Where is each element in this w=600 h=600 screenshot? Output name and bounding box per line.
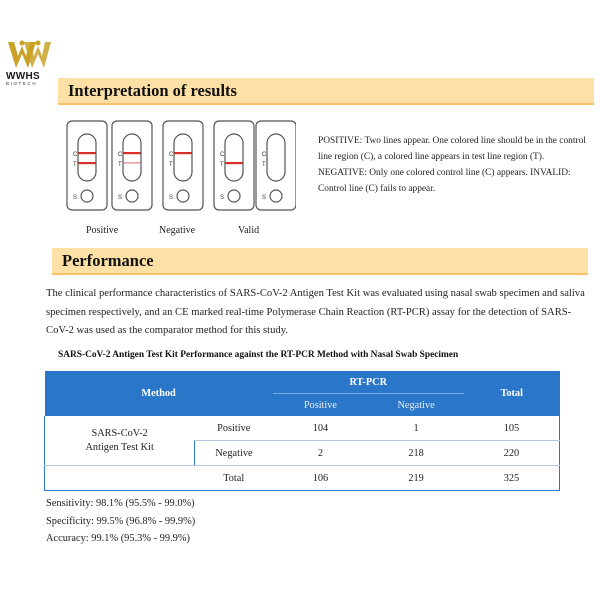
- cell-positive: 104: [273, 416, 369, 441]
- label-positive: Positive: [86, 225, 119, 236]
- cassette-positive-2: [112, 121, 152, 210]
- wwhs-logo-icon: [6, 40, 52, 70]
- label-valid: Valid: [238, 225, 260, 236]
- cell-negative: 1: [368, 416, 464, 441]
- c-mark: C: [220, 152, 225, 158]
- cell-positive: 106: [273, 466, 369, 491]
- cell-negative: 218: [368, 441, 464, 466]
- section-banner-interpretation: Interpretation of results: [58, 78, 594, 105]
- company-logo: [6, 40, 56, 86]
- row-label: Total: [195, 466, 273, 491]
- row-label: Negative: [195, 441, 273, 466]
- t-mark: T: [73, 162, 77, 168]
- cell-positive: 2: [273, 441, 369, 466]
- performance-stats: [46, 495, 195, 548]
- s-mark: S: [169, 195, 174, 201]
- empty-cell: [45, 466, 195, 491]
- section-banner-performance: Performance: [52, 248, 588, 275]
- logo-brand-text: WWHS: [6, 71, 40, 82]
- row-label: Positive: [195, 416, 273, 441]
- cassette-negative: [163, 121, 203, 210]
- s-mark: S: [73, 195, 78, 201]
- positive-col-header: Positive: [273, 394, 369, 417]
- specificity-text: Specificity: 99.5% (96.8% - 99.9%): [46, 515, 196, 527]
- positive-description: POSITIVE: Two lines appear. One colored line should be in the control line region (C), a colored line appears in test line region (T).: [318, 136, 586, 162]
- cell-total: 220: [464, 441, 560, 466]
- negative-col-header: Negative: [368, 394, 464, 417]
- total-header: Total: [464, 371, 560, 416]
- accuracy-text: Accuracy: 99.1% (95.3% - 99.9%): [46, 533, 190, 544]
- method-header: Method: [45, 371, 273, 416]
- table-caption: SARS-CoV-2 Antigen Test Kit Performance against the RT-PCR Method with Nasal Swab Specimen: [58, 350, 459, 360]
- table-row: [45, 416, 560, 441]
- negative-description: NEGATIVE: Only one colored control line (C) appears. INVALID: Control line (C) fails to appear.: [318, 168, 571, 194]
- interpretation-description: [318, 133, 586, 197]
- kit-name-line2: Antigen Test Kit: [85, 441, 154, 453]
- kit-name-line1: SARS-CoV-2: [91, 427, 148, 439]
- performance-table: [44, 371, 560, 491]
- t-mark: T: [118, 162, 122, 168]
- cassette-valid-2: [256, 121, 296, 210]
- s-mark: S: [118, 195, 123, 201]
- c-mark: C: [118, 152, 123, 158]
- c-mark: C: [262, 152, 267, 158]
- performance-paragraph: The clinical performance characteristics of SARS-CoV-2 Antigen Test Kit was evaluated using nasal swab specimen and saliva specimen respectively, and an CE marked real-time Polymerase Chain Reaction (RT-PCR) assay for the detection of SARS-CoV-2 was used as the comparator method for this study.: [46, 288, 585, 337]
- cell-total: 325: [464, 466, 560, 491]
- cassette-labels: [66, 225, 296, 239]
- test-cassette-illustration: [66, 120, 296, 212]
- cell-total: 105: [464, 416, 560, 441]
- rtpcr-header: RT-PCR: [273, 371, 464, 394]
- t-mark: T: [169, 162, 173, 168]
- cassette-valid-1: [214, 121, 254, 210]
- logo-subtitle-text: BIOTECH: [6, 81, 38, 86]
- s-mark: S: [220, 195, 225, 201]
- cassette-positive-1: [67, 121, 107, 210]
- kit-name-cell: [45, 416, 195, 466]
- sensitivity-text: Sensitivity: 98.1% (95.5% - 99.0%): [46, 498, 195, 509]
- t-mark: T: [220, 162, 224, 168]
- c-mark: C: [169, 152, 174, 158]
- s-mark: S: [262, 195, 267, 201]
- c-mark: C: [73, 152, 78, 158]
- label-negative: Negative: [159, 225, 196, 236]
- table-row: [45, 466, 560, 491]
- t-mark: T: [262, 162, 266, 168]
- cell-negative: 219: [368, 466, 464, 491]
